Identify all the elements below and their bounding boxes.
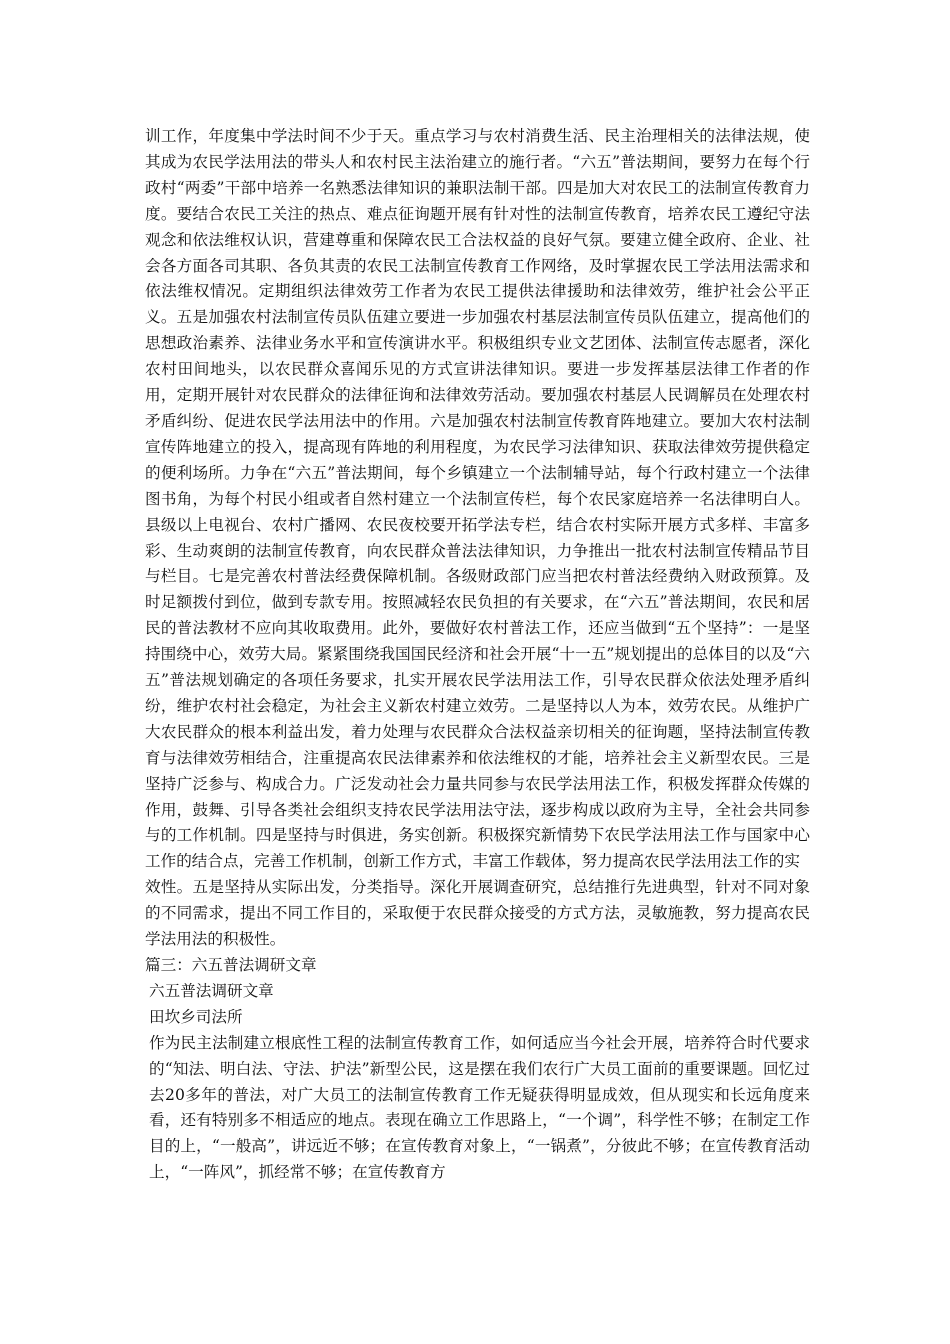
article-author: 田坎乡司法所 [149,1007,243,1026]
article-title: 六五普法调研文章 [149,981,274,1000]
section-heading: 篇三：六五普法调研文章 [145,956,317,974]
paragraph-farm-law-education: 训工作，年度集中学法时间不少于天。重点学习与农村消费生活、民主治理相关的法律法规，使其成为农民学法用法的带头人和农村民主法治建立的施行者。“六五”普法期间，要努力在每个行政村“两委”干部中培养一名熟悉法律知识的兼职法制干部。四是加大对农民工的法制宣传教育力度。要结合农民工关注的热点、难点征询题开展有针对性的法制宣传教育，培养农民工遵纪守法观念和依法维权认识，营建尊重和保障农民工合法权益的良好气氛。要建立健全政府、企业、社会各方面各司其职、各负其责的农民工法制宣传教育工作网络，及时掌握农民工学法用法需求和依法维权情况。定期组织法律效劳工作者为农民工提供法律援助和法律效劳，维护社会公平正义。五是加强农村法制宣传员队伍建立要进一步加强农村基层法制宣传员队伍建立，提高他们的思想政治素养、法律业务水平和宣传演讲水平。积极组织专业文艺团体、法制宣传志愿者，深化农村田间地头，以农民群众喜闻乐见的方式宣讲法律知识。要进一步发挥基层法律工作者的作用，定期开展针对农民群众的法律征询和法律效劳活动。要加强农村基层人民调解员在处理农村矛盾纠纷、促进农民学法用法中的作用。六是加强农村法制宣传教育阵地建立。要加大农村法制宣传阵地建立的投入，提高现有阵地的利用程度，为农民学习法律知识、获取法律效劳提供稳定的便利场所。力争在“六五”普法期间，每个乡镇建立一个法制辅导站，每个行政村建立一个法律图书角，为每个村民小组或者自然村建立一个法制宣传栏，每个农民家庭培养一名法律明白人。县级以上电视台、农村广播网、农民夜校要开拓学法专栏，结合农村实际开展方式多样、丰富多彩、生动爽朗的法制宣传教育，向农民群众普法法律知识，力争推出一批农村法制宣传精品节目与栏目。七是完善农村普法经费保障机制。各级财政部门应当把农村普法经费纳入财政预算。及时足额拨付到位，做到专款专用。按照减轻农民负担的有关要求，在“六五”普法期间，农民和居民的普法教材不应向其收取费用。此外，要做好农村普法工作，还应当做到“五个坚持”：一是坚持围绕中心，效劳大局。紧紧围绕我国国民经济和社会开展“十一五”规划提出的总体目的以及“六五”普法规划确定的各项任务要求，扎实开展农民学法用法工作，引导农民群众依法处理矛盾纠纷，维护农村社会稳定，为社会主义新农村建立效劳。二是坚持以人为本，效劳农民。从维护广大农民群众的根本利益出发，着力处理与农民群众合法权益亲切相关的征询题，坚持法制宣传教育与法律效劳相结合，注重提高农民法律素养和依法维权的才能，培养社会主义新型农民。三是坚持广泛参与、构成合力。广泛发动社会力量共同参与农民学法用法工作，积极发挥群众传媒的作用，鼓舞、引导各类社会组织支持农民学法用法守法，逐步构成以政府为主导，全社会共同参与的工作机制。四是坚持与时俱进，务实创新。积极探究新情势下农民学法用法工作与国家中心工作的结合点，完善工作机制，创新工作方式，丰富工作载体，努力提高农民学法用法工作的实 [145,127,810,871]
paragraph-intro: 作为民主法制建立根底性工程的法制宣传教育工作，如何适应当今社会开展，培养符合时代要求的“知法、明白法、守法、护法”新型公民，这是摆在我们农行广大员工面前的重要课题。回忆过去20多年的普法，对广大员工的法制宣传教育工作无疑获得明显成效，但从现实和长远角度来看，还有特别多不相适应的地点。表现在确立工作思路上，“一个调”，科学性不够；在制定工作目的上，“一般高”，讲远近不够；在宣传教育对象上，“一锅煮”，分彼此不够；在宣传教育活动上，“一阵风”，抓经常不够；在宣传教育方 [149,1033,810,1182]
paragraph-effectiveness: 效性。五是坚持从实际出发，分类指导。深化开展调查研究，总结推行先进典型，针对不同对象的不同需求，提出不同工作目的，采取便于农民群众接受的方式方法，灵敏施教，努力提高农民学法用法的积极性。 [145,878,810,949]
document-body [145,124,810,1186]
